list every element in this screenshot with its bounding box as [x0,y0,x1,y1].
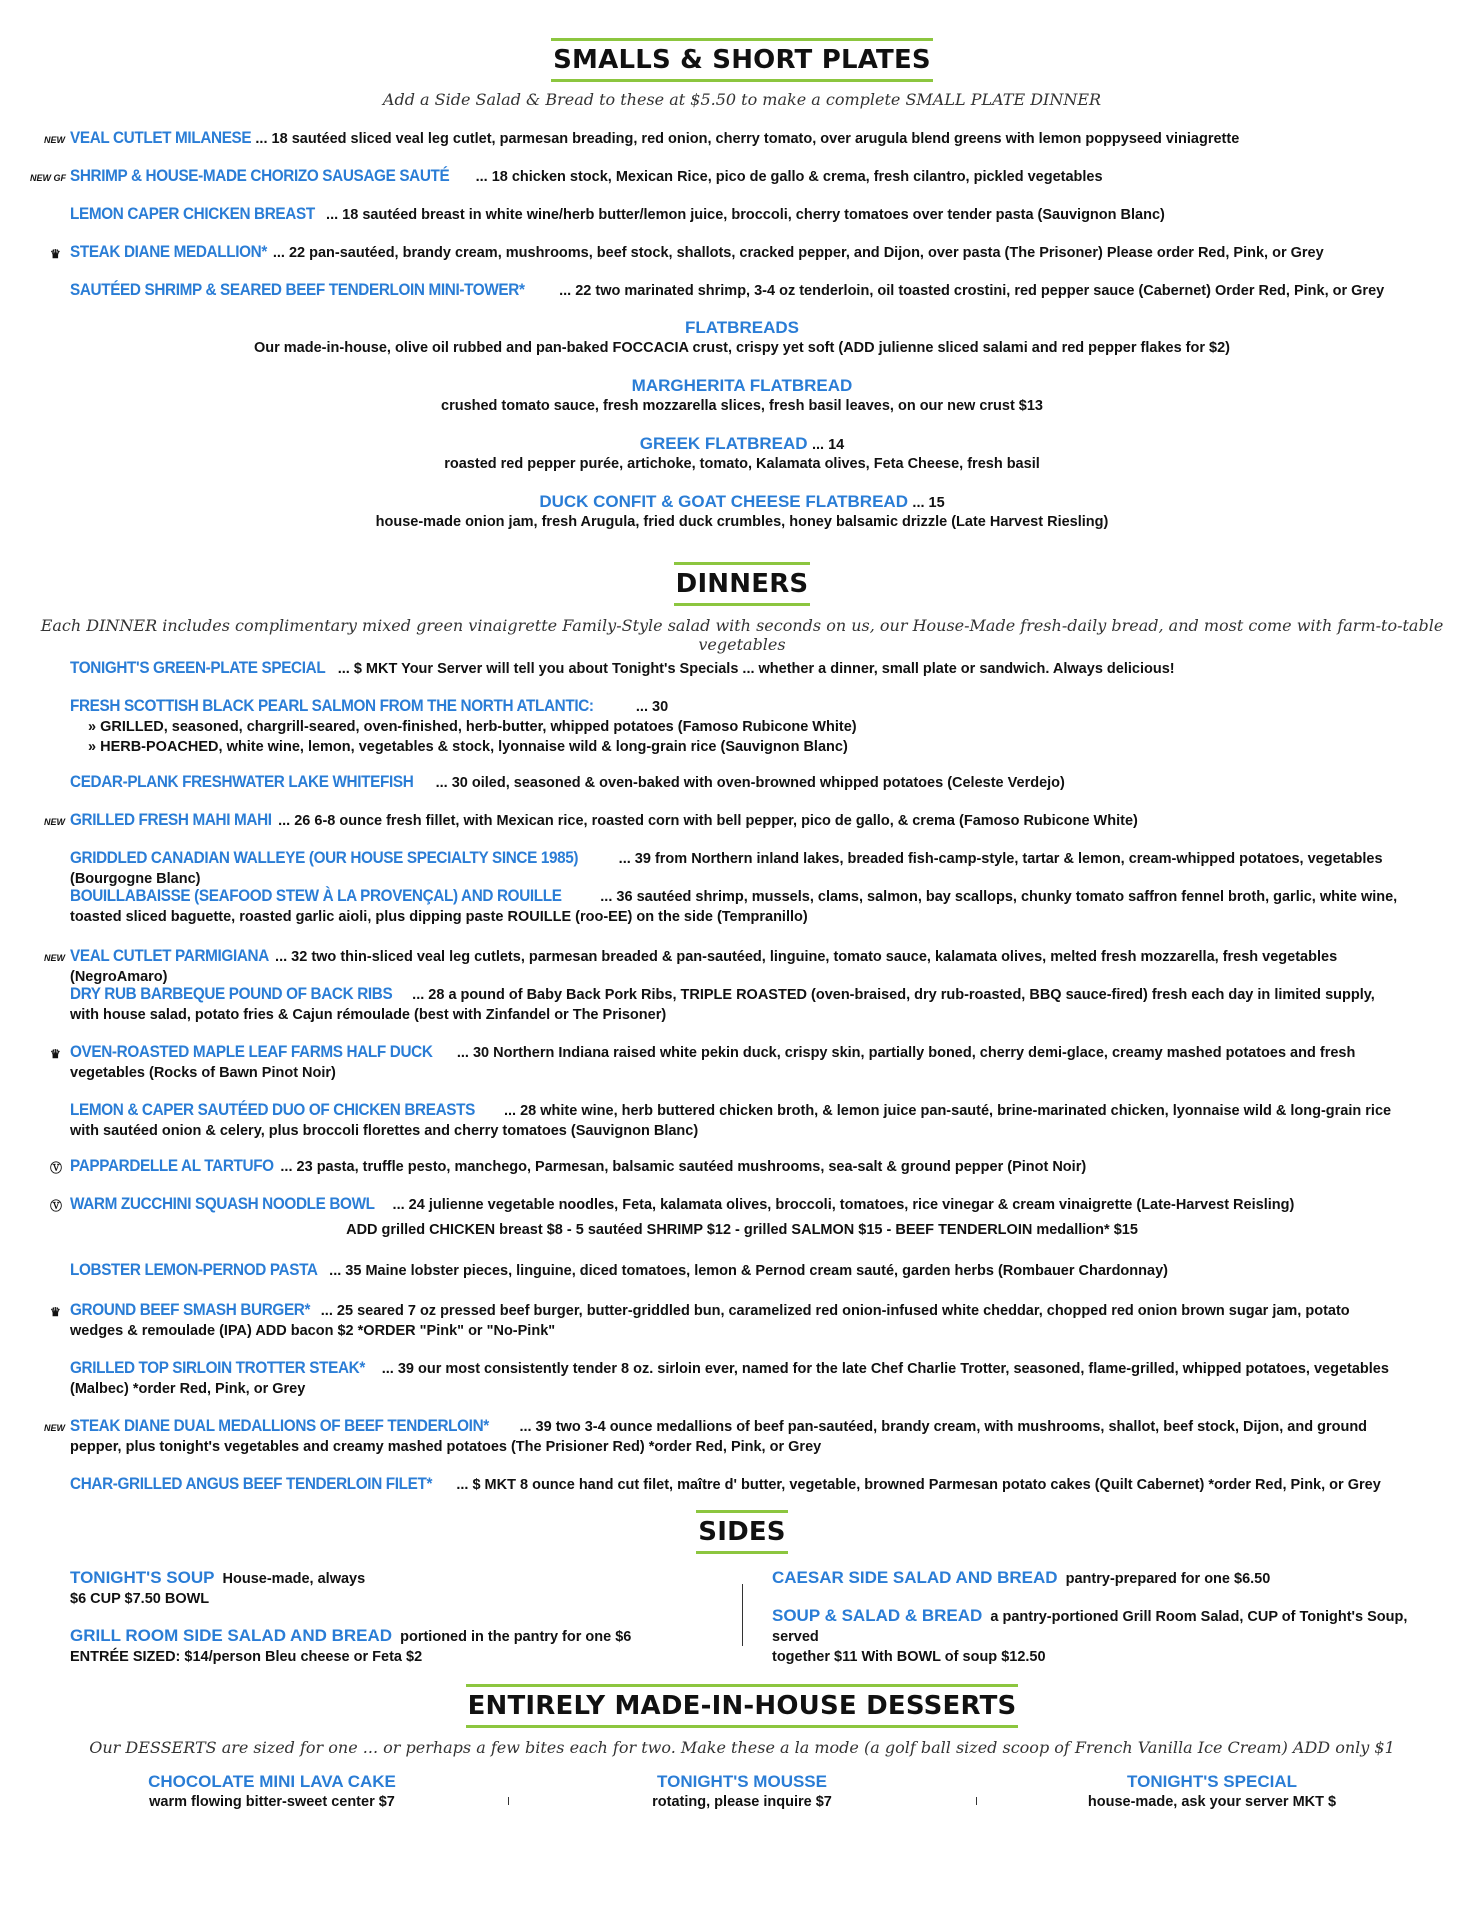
side-item [772,1606,1412,1667]
menu-item [50,1156,1400,1177]
menu-item-name: VEAL CUTLET PARMIGIANA [70,946,269,965]
menu-item-price: ... 28 [412,987,445,1003]
side-item-name: CAESAR SIDE SALAD AND BREAD [772,1568,1058,1587]
menu-item-price: ... 26 [278,813,311,829]
menu-item-name: VEAL CUTLET MILANESE [70,128,252,147]
menu-item-desc: 8 ounce hand cut filet, maître d' butter, vegetable, browned Parmesan potato cakes (Quilt Cabernet) *order Red, Pink, or Grey [520,1477,1381,1493]
desserts-title: ENTIRELY MADE-IN-HOUSE DESSERTS [466,1684,1019,1728]
side-item-name: GRILL ROOM SIDE SALAD AND BREAD [70,1626,393,1645]
menu-item-option: » HERB-POACHED, white wine, lemon, vegetables & stock, lyonnaise wild & long-grain rice (Sauvignon Blanc) [88,739,848,755]
menu-item-desc: sautéed sliced veal leg cutlet, parmesan breading, red onion, cherry tomato, over arugula blend greens with lemon poppyseed viniagrette [291,131,1240,147]
menu-item-name: STEAK DIANE DUAL MEDALLIONS OF BEEF TENDERLOIN* [70,1416,489,1435]
menu-item-name: SHRIMP & HOUSE-MADE CHORIZO SAUSAGE SAUTÉ [70,166,450,185]
menu-item [70,1260,1400,1281]
vegetarian-icon: Ⓥ [50,1199,63,1213]
flatbread-price: ... 15 [912,495,945,511]
dinner-addon-line: ADD grilled CHICKEN breast $8 - 5 sautéed SHRIMP $12 - grilled SALMON $15 - BEEF TENDERLOIN medallion* $15 [346,1222,1138,1238]
smalls-note: Add a Side Salad & Bread to these at $5.50 to make a complete SMALL PLATE DINNER [382,90,1102,109]
menu-item-desc: seared 7 oz pressed beef burger, butter-griddled bun, caramelized red onion-infused white cheddar, chopped red onion brown sugar jam, potato wedges & remoulade (IPA) ADD bacon $2 *ORDER "Pink" or "No-Pink" [70,1303,1350,1339]
menu-item [50,1300,1400,1341]
side-item [70,1568,670,1609]
sides-header [0,1510,1484,1554]
side-item [70,1626,670,1667]
menu-item-name: STEAK DIANE MEDALLION* [70,242,267,261]
flatbread-item [0,434,1484,472]
sides-title: SIDES [696,1510,787,1554]
menu-item [70,848,1400,889]
menu-item-price: ... 39 [618,851,651,867]
new-badge: NEW [44,953,65,963]
side-item-name: TONIGHT'S SOUP [70,1568,215,1587]
dessert-desc: warm flowing bitter-sweet center $7 [149,1794,395,1810]
menu-item-price: ... 39 [381,1361,414,1377]
flatbreads-title: FLATBREADS [685,318,799,337]
sides-divider [742,1584,743,1646]
menu-item-name: LEMON CAPER CHICKEN BREAST [70,204,315,223]
menu-item [50,242,1400,263]
side-item-desc: a pantry-portioned Grill Room Salad, CUP of Tonight's Soup, served [772,1609,1408,1645]
menu-item-name: GRIDDLED CANADIAN WALLEYE (OUR HOUSE SPECIALTY SINCE 1985) [70,848,579,867]
menu-item-name: OVEN-ROASTED MAPLE LEAF FARMS HALF DUCK [70,1042,433,1061]
menu-item-price: ... 22 [272,245,306,261]
dessert-separator [976,1797,977,1805]
side-item [772,1568,1412,1589]
menu-item-price: ... 18 [475,169,508,185]
crown-icon: ♛ [50,1047,61,1061]
menu-item-price: ... 30 [456,1045,490,1061]
dessert-item [542,1772,942,1810]
flatbread-name: MARGHERITA FLATBREAD [631,376,853,395]
menu-item [44,810,1400,831]
flatbread-name: GREEK FLATBREAD [639,434,808,453]
flatbread-item [0,492,1484,530]
menu-item [70,984,1400,1025]
menu-item-desc: pasta, truffle pesto, manchego, Parmesan, balsamic sautéed mushrooms, sea-salt & ground pepper (Pinot Noir) [316,1159,1087,1175]
dessert-name: TONIGHT'S MOUSSE [657,1772,827,1791]
side-item-desc: pantry-prepared for one $6.50 [1065,1571,1271,1587]
vegetarian-icon: Ⓥ [50,1161,63,1175]
menu-item-name: TONIGHT'S GREEN-PLATE SPECIAL [70,658,326,677]
flatbread-name: DUCK CONFIT & GOAT CHEESE FLATBREAD [539,492,908,511]
menu-item-name: CEDAR-PLANK FRESHWATER LAKE WHITEFISH [70,772,414,791]
dessert-item [72,1772,472,1810]
menu-item-desc: our most consistently tender 8 oz. sirloin ever, named for the late Chef Charlie Trotter, seasoned, flame-grilled, whipped potatoes, vegetables (Malbec) *order Red, Pink, or Grey [70,1361,1389,1397]
menu-item-desc: 6-8 ounce fresh fillet, with Mexican rice, roasted corn with bell pepper, pico de gallo, & crema (Famoso Rubicone White) [314,813,1138,829]
side-item-name: SOUP & SALAD & BREAD [772,1606,983,1625]
menu-item [44,946,1400,987]
menu-item [44,1416,1400,1457]
desserts-note: Our DESSERTS are sized for one ... or perhaps a few bites each for two. Make these a la mode (a golf ball sized scoop of French Vanilla Ice Cream) ADD only $1 [89,1738,1395,1757]
dinners-title: DINNERS [674,562,811,606]
menu-item-price: ... 18 [326,207,359,223]
menu-item-price: ... 36 [600,889,633,905]
menu-item [70,204,1400,225]
new-badge: NEW [44,1423,65,1433]
menu-item-price: ... $ MKT [337,661,398,677]
menu-item-price: ... 30 [635,699,669,715]
smalls-title: SMALLS & SHORT PLATES [551,38,933,82]
side-item-line2: together $11 With BOWL of soup $12.50 [772,1649,1046,1665]
menu-item-desc: Northern Indiana raised white pekin duck, crispy skin, partially boned, cherry demi-glace, creamy mashed potatoes and fresh vegetables (Rocks of Bawn Pinot Noir) [70,1045,1356,1081]
menu-item-price: ... 39 [519,1419,552,1435]
menu-item-desc: Your Server will tell you about Tonight's Specials ... whether a dinner, small plate or sandwich. Always delicious! [401,661,1175,677]
desserts-header [0,1684,1484,1728]
dinners-note: Each DINNER includes complimentary mixed green vinaigrette Family-Style salad with seconds on us, our House-Made fresh-daily bread, and most come with farm-to-table vegetables [40,616,1444,654]
menu-item-desc: two thin-sliced veal leg cutlets, parmesan breaded & pan-sautéed, linguine, tomato sauce, kalamata olives, melted fresh mozzarella, fresh vegetables (NegroAmaro) [70,949,1338,985]
menu-item-price: ... 22 [559,283,592,299]
menu-item-name: GRILLED FRESH MAHI MAHI [70,810,272,829]
menu-item [70,772,1400,793]
menu-item-desc: pan-sautéed, brandy cream, mushrooms, beef stock, shallots, cracked pepper, and Dijon, over pasta (The Prisoner) Please order Red, Pink, or Grey [309,245,1324,261]
menu-item-price: ... 24 [392,1197,425,1213]
dessert-desc: rotating, please inquire $7 [652,1794,832,1810]
side-item-desc: House-made, always [222,1571,366,1587]
menu-item-price: ... 32 [275,949,308,965]
menu-item-name: GROUND BEEF SMASH BURGER* [70,1300,311,1319]
side-item-desc: portioned in the pantry for one $6 [400,1629,632,1645]
side-item-line2: $6 CUP $7.50 BOWL [70,1591,210,1607]
menu-item [70,886,1400,927]
menu-item [70,280,1400,301]
dessert-separator [508,1797,509,1805]
flatbreads-header-desc: Our made-in-house, olive oil rubbed and pan-baked FOCCACIA crust, crispy yet soft (ADD julienne sliced salami and red pepper flakes for $2) [253,340,1230,356]
menu-item-price: ... 25 [320,1303,354,1319]
dessert-desc: house-made, ask your server MKT $ [1087,1794,1337,1810]
menu-item-price: ... 35 [329,1263,362,1279]
menu-item-price: ... $ MKT [456,1477,516,1493]
menu-item-name: LOBSTER LEMON-PERNOD PASTA [70,1260,318,1279]
flatbread-item [0,376,1484,414]
menu-item-desc: sautéed shrimp, mussels, clams, salmon, bay scallops, chunky tomato saffron fennel broth, garlic, white wine, toasted sliced baguette, roasted garlic aioli, plus dipping paste ROUILLE (roo-EE) on the side (Tempranillo) [70,889,1398,925]
menu-item-name: FRESH SCOTTISH BLACK PEARL SALMON FROM THE NORTH ATLANTIC: [70,696,594,715]
smalls-header [0,38,1484,82]
menu-item-price: ... 30 [435,775,468,791]
flatbread-desc: roasted red pepper purée, artichoke, tomato, Kalamata olives, Feta Cheese, fresh basil [444,456,1040,472]
menu-item [70,658,1400,679]
menu-item-name: CHAR-GRILLED ANGUS BEEF TENDERLOIN FILET* [70,1474,433,1493]
crown-icon: ♛ [50,247,61,261]
dessert-name: CHOCOLATE MINI LAVA CAKE [148,1772,396,1791]
menu-item [70,696,1400,757]
new-gluten-free-badge: NEW GF [30,173,66,183]
menu-item-name: DRY RUB BARBEQUE POUND OF BACK RIBS [70,984,393,1003]
dinners-header [0,562,1484,606]
crown-icon: ♛ [50,1305,61,1319]
menu-item-desc: white wine, herb buttered chicken broth, & lemon juice pan-sauté, brine-marinated chicken, lyonnaise wild & long-grain rice with sautéed onion & celery, plus broccoli florettes and cherry tomatoes (Sauvignon Blanc) [70,1103,1392,1139]
menu-item [70,1474,1400,1495]
flatbread-desc: house-made onion jam, fresh Arugula, fried duck crumbles, honey balsamic drizzle (Late Harvest Riesling) [375,514,1109,530]
menu-item-name: LEMON & CAPER SAUTÉED DUO OF CHICKEN BREASTS [70,1100,475,1119]
menu-item-name: GRILLED TOP SIRLOIN TROTTER STEAK* [70,1358,365,1377]
menu-item-desc: sautéed breast in white wine/herb butter/lemon juice, broccoli, cherry tomatoes over tender pasta (Sauvignon Blanc) [362,207,1165,223]
menu-item-price: ... 23 [280,1159,313,1175]
menu-item [70,1100,1400,1141]
menu-item-name: BOUILLABAISSE (SEAFOOD STEW À LA PROVENÇAL) AND ROUILLE [70,886,562,905]
menu-item-desc: a pound of Baby Back Pork Ribs, TRIPLE ROASTED (oven-braised, dry rub-roasted, BBQ sauce-fired) fresh each day in limited supply, with house salad, potato fries & Cajun rémoulade (best with Zinfandel or The Prisoner) [70,987,1375,1023]
dessert-item [1012,1772,1412,1810]
flatbread-desc: crushed tomato sauce, fresh mozzarella slices, fresh basil leaves, on our new crust $13 [441,398,1043,414]
menu-item-name: SAUTÉED SHRIMP & SEARED BEEF TENDERLOIN MINI-TOWER* [70,280,525,299]
menu-item [30,166,1400,187]
side-item-line2: ENTRÉE SIZED: $14/person Bleu cheese or Feta $2 [70,1649,423,1665]
menu-item-desc: two marinated shrimp, 3-4 oz tenderloin, oil toasted crostini, red pepper sauce (Cabernet) Order Red, Pink, or Grey [595,283,1385,299]
menu-item [44,128,1400,149]
menu-item [70,1358,1400,1399]
menu-item-name: WARM ZUCCHINI SQUASH NOODLE BOWL [70,1194,375,1213]
new-badge: NEW [44,817,65,827]
menu-item-desc: chicken stock, Mexican Rice, pico de gallo & crema, fresh cilantro, pickled vegetables [511,169,1103,185]
menu-item-price: ... 18 [255,131,288,147]
flatbread-price: ... 14 [812,437,845,453]
menu-item-desc: two 3-4 ounce medallions of beef pan-sautéed, brandy cream, with mushrooms, shallot, beef stock, Dijon, and ground pepper, plus tonight's vegetables and creamy mashed potatoes (The Prisioner Red) *order Red, Pink, or Grey [70,1419,1368,1455]
menu-item-desc: oiled, seasoned & oven-baked with oven-browned whipped potatoes (Celeste Verdejo) [471,775,1065,791]
menu-item-desc: from Northern inland lakes, breaded fish-camp-style, tartar & lemon, cream-whipped potatoes, vegetables (Bourgogne Blanc) [70,851,1383,887]
flatbreads-header [0,318,1484,356]
dessert-name: TONIGHT'S SPECIAL [1127,1772,1297,1791]
menu-item-price: ... 28 [503,1103,537,1119]
new-badge: NEW [44,135,65,145]
menu-item-name: PAPPARDELLE AL TARTUFO [70,1156,274,1175]
menu-item-desc: Maine lobster pieces, linguine, diced tomatoes, lemon & Pernod cream sauté, garden herbs (Rombauer Chardonnay) [365,1263,1168,1279]
menu-item-option: » GRILLED, seasoned, chargrill-seared, oven-finished, herb-butter, whipped potatoes (Famoso Rubicone White) [88,719,857,735]
menu-item-desc: julienne vegetable noodles, Feta, kalamata olives, broccoli, tomatoes, rice vinegar & cream vinaigrette (Late-Harvest Reisling) [428,1197,1295,1213]
menu-item [50,1194,1400,1215]
menu-item [50,1042,1400,1083]
